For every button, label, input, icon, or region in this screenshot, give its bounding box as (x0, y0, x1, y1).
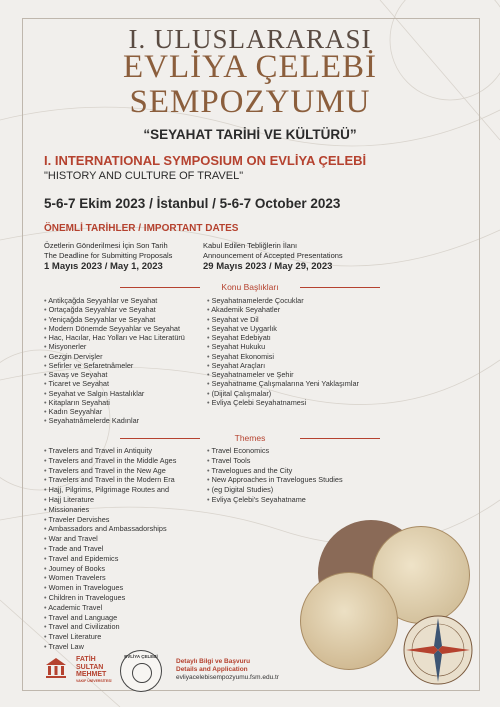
title-english: I. INTERNATIONAL SYMPOSIUM ON EVLİYA ÇELEBİ (44, 153, 367, 168)
topic-item: • Seyahat ve Dil (207, 315, 359, 324)
topic-item: • Yeniçağda Seyyahlar ve Seyahat (44, 315, 185, 324)
deadline-date: 1 Mayıs 2023 / May 1, 2023 (44, 261, 163, 272)
world-map-globe-west (300, 572, 398, 670)
topic-item: • Seyahat ve Uygarlık (207, 324, 359, 333)
announcement-date: 29 Mayıs 2023 / May 29, 2023 (203, 261, 333, 272)
topic-item: • Seyahat Edebiyatı (207, 333, 359, 342)
theme-item: • Trade and Travel (44, 544, 176, 554)
topics-tr-left-list (44, 296, 185, 426)
theme-item: • Evliya Çelebi's Seyahatname (207, 495, 343, 505)
topic-item: • Kadın Seyyahlar (44, 407, 185, 416)
topic-item: • Seyahatnamelerde Çocuklar (207, 296, 359, 305)
theme-item: • Women Travelers (44, 573, 176, 583)
themes-en-right-list (207, 446, 343, 505)
university-logo-text (76, 656, 112, 684)
logo-line-3: MEHMET (76, 671, 107, 678)
compass-rose-icon (400, 612, 476, 688)
themes-en-left-list (44, 446, 176, 652)
announcement-label-en: Announcement of Accepted Presentations (203, 250, 343, 260)
topic-item: • Hac, Hacılar, Hac Yolları ve Hac Literatürü (44, 333, 185, 342)
theme-item: • Missionaries (44, 505, 176, 515)
topic-item: • (Dijital Çalışmalar) (207, 389, 359, 398)
topic-item: • Ortaçağda Seyyahlar ve Seyahat (44, 305, 185, 314)
topic-item: • Seyahatname Çalışmalarına Yeni Yaklaşımlar (207, 379, 359, 388)
topic-item: • Seyahatnameler ve Şehir (207, 370, 359, 379)
title-line-3: SEMPOZYUMU (129, 84, 371, 120)
theme-item: • Hajj Literature (44, 495, 176, 505)
theme-item: • Travelers and Travel in the Middle Ages (44, 456, 176, 466)
theme-item: • Travel Law (44, 642, 176, 652)
theme-item: • Academic Travel (44, 603, 176, 613)
topic-item: • Sefirler ve Sefaretnâmeler (44, 361, 185, 370)
topic-item: • Modern Dönemde Seyyahlar ve Seyahat (44, 324, 185, 333)
logo-line-4: VAKIF ÜNİVERSİTESİ (76, 678, 112, 683)
footer-url-link[interactable]: evliyacelebisempozyumu.fsm.edu.tr (176, 674, 279, 681)
topic-item: • Ticaret ve Seyahat (44, 379, 185, 388)
logo-line-1: FATİH (76, 656, 96, 663)
topic-item: • Seyahat ve Salgın Hastalıklar (44, 389, 185, 398)
title-line-1: I. ULUSLARARASI (128, 24, 372, 54)
theme-item: • Women in Travelogues (44, 583, 176, 593)
topic-item: • Gezgin Dervişler (44, 352, 185, 361)
theme-item: • Children in Travelogues (44, 593, 176, 603)
topics-tr-right-list (207, 296, 359, 407)
themes-en-heading: Themes (120, 433, 380, 443)
topic-item: • Misyonerler (44, 342, 185, 351)
topic-item: • Seyahat Araçları (207, 361, 359, 370)
theme-item: • Journey of Books (44, 564, 176, 574)
topic-item: • Seyahat Ekonomisi (207, 352, 359, 361)
evliya-celebi-emblem (120, 650, 162, 692)
logo-line-2: SULTAN (76, 663, 104, 671)
footer-info-tr: Detaylı Bilgi ve Başvuru (176, 658, 251, 665)
topic-item: • Seyahat Hukuku (207, 342, 359, 351)
deadline-block (44, 241, 172, 273)
deadline-label-tr: Özetlerin Gönderilmesi İçin Son Tarih (44, 241, 168, 250)
theme-item: • Travel and Civilization (44, 622, 176, 632)
topics-tr-heading: Konu Başlıkları (120, 282, 380, 292)
theme-item: • Travelers and Travel in the New Age (44, 466, 176, 476)
theme-item: • Travel and Epidemics (44, 554, 176, 564)
topic-item: • Evliya Çelebi Seyahatnamesi (207, 398, 359, 407)
theme-item: • Travel Economics (207, 446, 343, 456)
event-dates: 5-6-7 Ekim 2023 / İstanbul / 5-6-7 October 2023 (44, 196, 341, 211)
topic-item: • Akademik Seyahatler (207, 305, 359, 314)
theme-item: • Travel Literature (44, 632, 176, 642)
theme-item: • Travelers and Travel in the Modern Era (44, 475, 176, 485)
topic-item: • Kitapların Seyahati (44, 398, 185, 407)
theme-item: • Travel Tools (207, 456, 343, 466)
announcement-block (203, 241, 343, 273)
theme-item: • Ambassadors and Ambassadorships (44, 524, 176, 534)
subtitle-turkish: “SEYAHAT TARİHİ VE KÜLTÜRÜ” (143, 127, 357, 142)
footer-info-en: Details and Application (176, 666, 248, 673)
topic-item: • Savaş ve Seyahat (44, 370, 185, 379)
emblem-text: EVLİYA ÇELEBİ (124, 654, 158, 659)
title-line-2: EVLİYA ÇELEBİ (122, 49, 378, 85)
emblem-inner-icon (132, 663, 152, 683)
university-logo-icon (44, 657, 68, 679)
footer-contact (176, 658, 279, 682)
theme-item: • New Approaches in Travelogues Studies (207, 475, 343, 485)
theme-item: • (eg Digital Studies) (207, 485, 343, 495)
topic-item: • Seyahatnâmelerde Kadınlar (44, 416, 185, 425)
theme-item: • War and Travel (44, 534, 176, 544)
theme-item: • Travelogues and the City (207, 466, 343, 476)
topic-item: • Antikçağda Seyyahlar ve Seyahat (44, 296, 185, 305)
theme-item: • Hajj, Pilgrims, Pilgrimage Routes and (44, 485, 176, 495)
announcement-label-tr: Kabul Edilen Tebliğlerin İlanı (203, 241, 298, 250)
theme-item: • Traveler Dervishes (44, 515, 176, 525)
subtitle-english: "HISTORY AND CULTURE OF TRAVEL" (44, 170, 244, 182)
theme-item: • Travelers and Travel in Antiquity (44, 446, 176, 456)
deadline-label-en: The Deadline for Submitting Proposals (44, 250, 173, 260)
theme-item: • Travel and Language (44, 613, 176, 623)
important-dates-heading: ÖNEMLİ TARİHLER / IMPORTANT DATES (44, 223, 239, 234)
